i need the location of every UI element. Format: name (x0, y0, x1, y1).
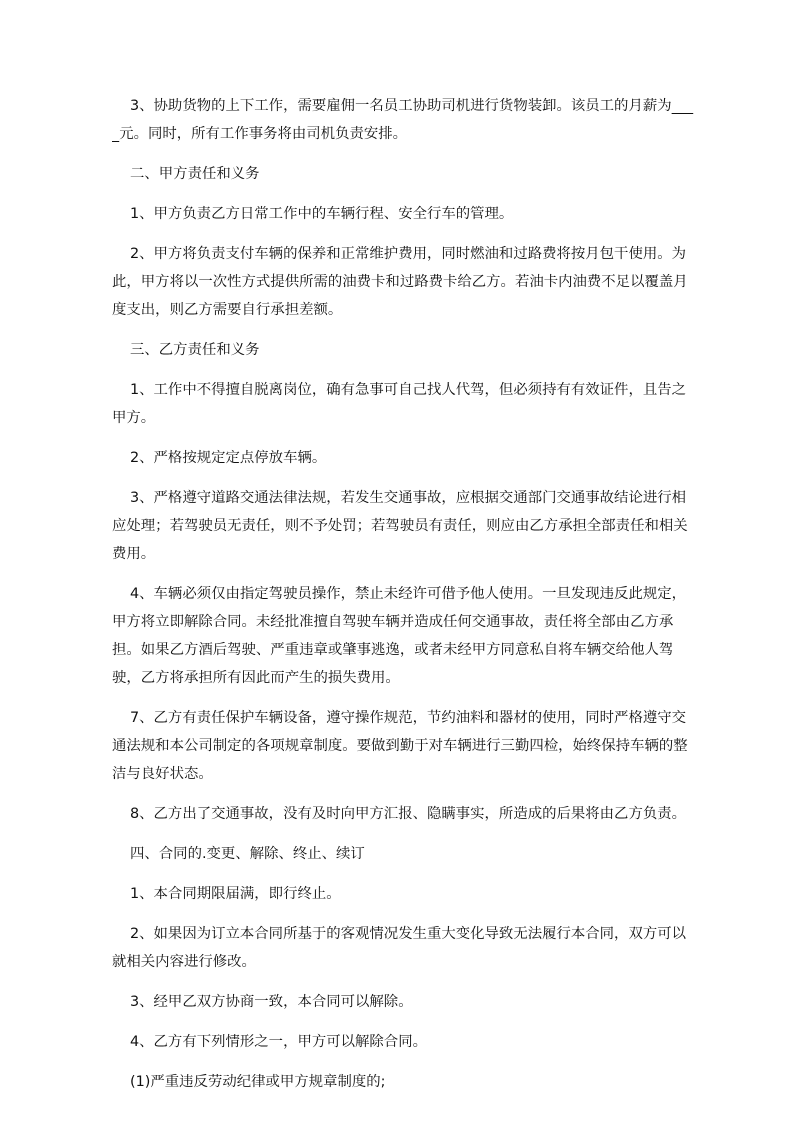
party-b-clause-1: 1、工作中不得擅自脱离岗位，确有急事可自己找人代驾，但必须持有有效证件，且告之甲方。 (112, 382, 687, 426)
party-a-clause-2: 2、甲方将负责支付车辆的保养和正常维护费用，同时燃油和过路费将按月包干使用。为此，甲方将以一次性方式提供所需的油费卡和过路费卡给乙方。若油卡内油费不足以覆盖月度支出，则乙方需要自行承担差额。 (112, 246, 688, 318)
document-body (112, 92, 698, 1108)
party-a-clause-1: 1、甲方负责乙方日常工作中的车辆行程、安全行车的管理。 (130, 206, 514, 222)
clause-3-text-start: 3、协助货物的上下工作，需要雇佣一名员工协助司机进行货物装卸。该员工的月薪为 (130, 98, 672, 114)
contract-clause-3: 3、经甲乙双方协商一致，本合同可以解除。 (130, 994, 413, 1010)
section-heading-contract-changes: 四、合同的.变更、解除、终止、续订 (130, 846, 365, 862)
clause-3-cargo-assist (112, 92, 698, 148)
section-heading-party-a: 二、甲方责任和义务 (130, 166, 260, 182)
contract-clause-4: 4、乙方有下列情形之一，甲方可以解除合同。 (130, 1034, 427, 1050)
party-b-clause-2: 2、严格按规定定点停放车辆。 (130, 450, 327, 466)
party-b-clause-4: 4、车辆必须仅由指定驾驶员操作，禁止未经许可借予他人使用。一旦发现违反此规定，甲方将立即解除合同。未经批准擅自驾驶车辆并造成任何交通事故，责任将全部由乙方承担。如果乙方酒后驾驶、严重违章或肇事逃逸，或者未经甲方同意私自将车辆交给他人驾驶，乙方将承担所有因此而产生的损失费用。 (112, 586, 687, 686)
contract-clause-4-item-1: (1)严重违反劳动纪律或甲方规章制度的; (130, 1074, 386, 1090)
party-b-clause-8: 8、乙方出了交通事故，没有及时向甲方汇报、隐瞒事实，所造成的后果将由乙方负责。 (130, 806, 687, 822)
contract-clause-2: 2、如果因为订立本合同所基于的客观情况发生重大变化导致无法履行本合同，双方可以就相关内容进行修改。 (112, 926, 687, 970)
section-heading-party-b: 三、乙方责任和义务 (130, 342, 260, 358)
clause-3-text-end: 元。同时，所有工作事务将由司机负责安排。 (119, 126, 408, 142)
party-b-clause-7: 7、乙方有责任保护车辆设备，遵守操作规范，节约油料和器材的使用，同时严格遵守交通法规和本公司制定的各项规章制度。要做到勤于对车辆进行三勤四检，始终保持车辆的整洁与良好状态。 (112, 710, 688, 782)
contract-clause-1: 1、本合同期限届满，即行终止。 (130, 886, 341, 902)
party-b-clause-3: 3、严格遵守道路交通法律法规，若发生交通事故，应根据交通部门交通事故结论进行相应处理；若驾驶员无责任，则不予处罚；若驾驶员有责任，则应由乙方承担全部责任和相关费用。 (112, 490, 688, 562)
